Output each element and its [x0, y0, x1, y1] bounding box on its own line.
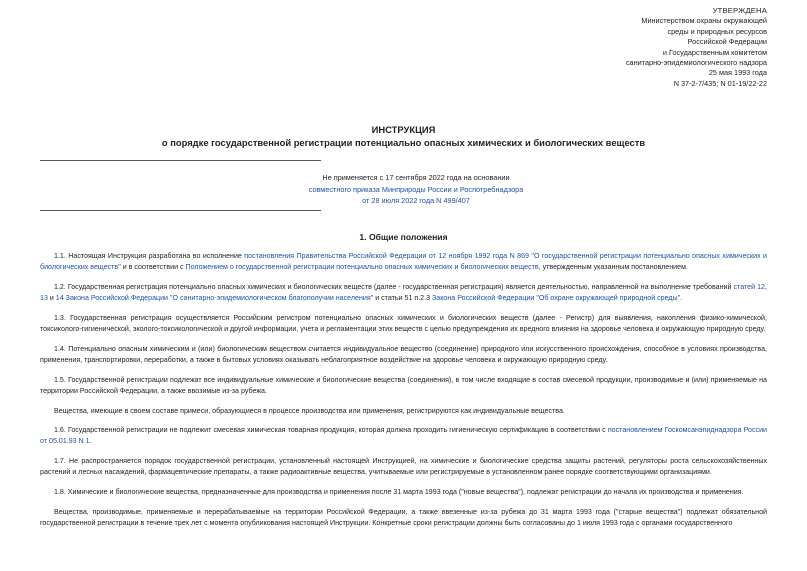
- approval-heading: УТВЕРЖДЕНА: [712, 6, 767, 15]
- paragraph-1-3: 1.3. Государственная регистрация осуществляется Российским регистром потенциально опасных химических и биологических веществ (далее - Регистр) для выявления, накопления физико-химической, токсиколого-гигиенической, эколого-токсикологической и другой информации, учета и регламентации этих веществ с целью предупреждения их вредного влияния на здоровье человека и окружающую природную среду.: [40, 314, 767, 334]
- paragraph-1-5: 1.5. Государственной регистрации подлежат все индивидуальные химические и биологические вещества (соединения), в том числе входящие в состав смесевой продукции, производимые и (или) применяемые на территории Российской Федерации, а также ввозимые из-за рубежа.: [40, 376, 767, 396]
- article-12-link[interactable]: статей 12: [733, 283, 766, 291]
- approval-line: и Государственным комитетом: [662, 47, 767, 57]
- environment-law-link[interactable]: Закона Российской Федерации "Об охране окружающей природной среды": [432, 294, 681, 303]
- notice-order-date-link[interactable]: от 28 июля 2022 года N 499/407: [362, 196, 470, 206]
- paragraph-1-2: [40, 282, 767, 305]
- text: 1.6. Государственной регистрации не подлежит смесевая химическая товарная продукция, которая должна проходить гигиеническую сертификацию в соответствии с: [54, 426, 608, 434]
- document-subtitle: о порядке государственной регистрации потенциально опасных химических и биологических веществ: [161, 137, 646, 148]
- approval-line: Министерством охраны окружающей: [641, 16, 767, 26]
- notice-line: Не применяется с 17 сентября 2022 года на основании: [322, 173, 510, 182]
- approval-stamp: [557, 6, 767, 89]
- paragraph-1-1: [40, 251, 767, 274]
- regulation-link[interactable]: Положением о государственной регистрации потенциально опасных химических и биологических веществ: [185, 263, 539, 272]
- article-14-link[interactable]: 14: [55, 294, 64, 303]
- text: .: [89, 437, 92, 446]
- text: 1.2. Государственная регистрация потенциально опасных химических и биологических веществ (далее - государственная регистрация) является деятельностью, направленной на выполнение требований: [54, 283, 734, 291]
- paragraph-1-8-continued: Вещества, производимые, применяемые и перерабатываемые на территории Российской Федерации, а также ввезенные из-за рубежа до 31 марта 1993 года ("старые вещества") подлежат обязательной государственной регистрации в течение трех лет с момента опубликования настоящей Инструкции. Конкретные сроки регистрации должны быть согласованы до 1 июля 1993 года с органами государственного: [40, 508, 767, 528]
- document-title: ИНСТРУКЦИЯ: [371, 124, 436, 135]
- approval-line: N 37-2-7/435; N 01-19/22-22: [673, 78, 767, 88]
- notice-order-link[interactable]: совместного приказа Минприроды России и Роспотребнадзора: [308, 184, 524, 194]
- paragraph-1-6: [40, 425, 767, 448]
- paragraph-1-4: 1.4. Потенциально опасным химическим и (или) биологическим веществом считается индивидуальное вещество (соединение) природного или искусственного происхождения, способное в условиях производства, применения, транспортировки, переработки, а также в бытовых условиях оказывать неблагоприятное воздействие на здоровье человека и окружающую природную среду.: [40, 345, 767, 365]
- paragraph-1-5-note: Вещества, имеющие в своем составе примеси, образующиеся в процессе производства или применения, регистрируются как индивидуальные вещества.: [54, 407, 565, 415]
- approval-line: среды и природных ресурсов: [667, 26, 767, 36]
- sanepid-decree-link[interactable]: постановлением Госкомсанэпиднадзора России от 05.01.93 N 1: [40, 426, 768, 446]
- text: , утвержденным указанным постановлением.: [538, 263, 688, 272]
- divider-top: [40, 160, 321, 161]
- approval-line: Российской Федерации: [687, 37, 767, 47]
- text: и: [47, 294, 56, 303]
- section-heading: 1. Общие положения: [359, 232, 448, 242]
- paragraph-1-8: 1.8. Химические и биологические вещества, предназначенные для производства и применения после 31 марта 1993 года ("новые вещества"), подлежат регистрации до начала их производства и применения.: [54, 488, 744, 496]
- text: .: [680, 294, 683, 303]
- text: и в соответствии с: [120, 263, 186, 272]
- text: 1.1. Настоящая Инструкция разработана во исполнение: [54, 252, 245, 260]
- sanitary-law-link[interactable]: Закона Российской Федерации "О санитарно-эпидемиологическом благополучии населения": [65, 294, 374, 303]
- divider-bottom: [40, 210, 321, 211]
- paragraph-1-7: 1.7. Не распространяется порядок государственной регистрации, установленный настоящей Инструкцией, на химические и биологические средства защиты растений, регуляторы роста сельскохозяйственных растений и лесных насаждений, фармацевтические препараты, а также радиоактивные вещества, учитываемые или регистрируемые в установленном ранее порядке соответствующими организациями.: [40, 457, 767, 477]
- repeal-notice: [216, 172, 616, 207]
- government-decree-link[interactable]: постановления Правительства Российской Федерации от 12 ноября 1992 года N 869 "О государственной регистрации потенциально опасных химических и биологических веществ": [40, 252, 767, 272]
- text: и статьи 51 п.2.3: [373, 294, 433, 303]
- approval-line: санитарно-эпидемиологического надзора: [625, 58, 767, 68]
- article-13-link[interactable]: 13: [40, 294, 48, 303]
- text: ,: [765, 283, 767, 291]
- approval-line: 25 мая 1993 года: [708, 68, 767, 78]
